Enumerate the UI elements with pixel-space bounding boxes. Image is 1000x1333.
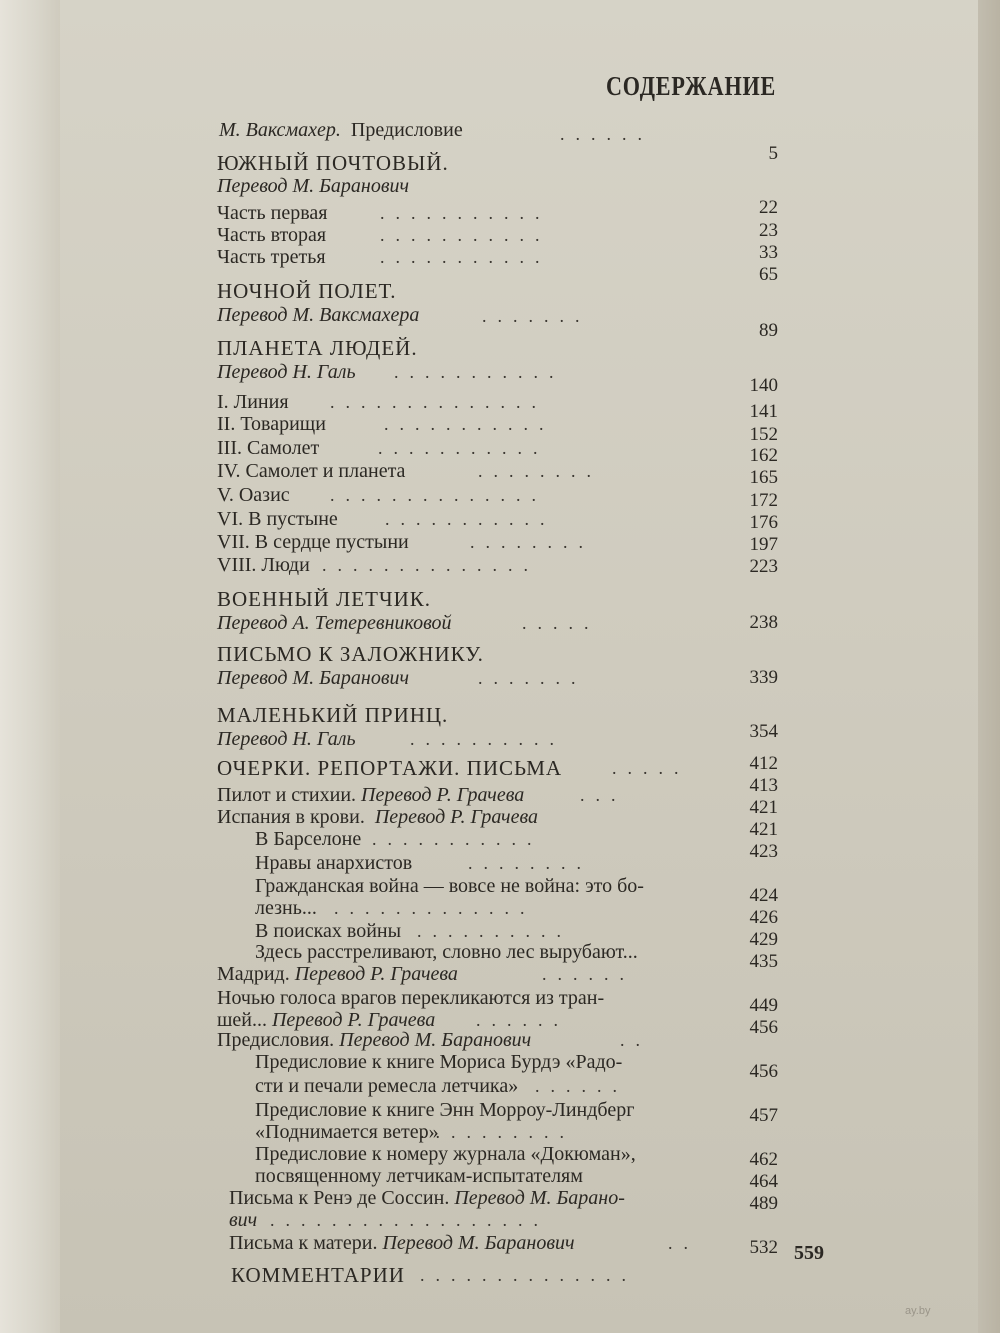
toc-entry: VII. В сердце пустыни: [217, 531, 409, 553]
page-number: 429: [749, 929, 778, 950]
page-number: 141: [749, 401, 778, 422]
leader-dots: ........: [478, 461, 602, 481]
leader-dots: ...........: [380, 225, 551, 245]
page-number: 456: [749, 1017, 778, 1038]
page-number: 426: [749, 907, 778, 928]
toc-entry: Предисловия. Перевод М. Баранович: [217, 1029, 532, 1051]
toc-entry: Перевод М. Баранович: [217, 175, 410, 197]
toc-entry: Пилот и стихии. Перевод Р. Грачева: [217, 784, 525, 806]
page-number: 172: [749, 490, 778, 511]
toc-entry: Нравы анархистов: [255, 852, 413, 874]
leader-dots: ..............: [420, 1265, 637, 1285]
leader-dots: ...........: [380, 203, 551, 223]
toc-entry: Часть первая: [217, 202, 328, 224]
leader-dots: ..: [668, 1233, 699, 1253]
leader-dots: .......: [478, 668, 587, 688]
leader-dots: ......: [535, 1076, 628, 1096]
leader-dots: ...........: [380, 247, 551, 267]
page-number: 5: [768, 143, 778, 164]
toc-entry: посвященному летчикам-испытателям: [255, 1165, 583, 1187]
toc-entry: Часть вторая: [217, 224, 327, 246]
leader-dots: .............: [334, 898, 536, 918]
page-number: 489: [749, 1193, 778, 1214]
toc-entry: Предисловие к книге Мориса Бурдэ «Радо-: [255, 1051, 623, 1073]
toc-entry: Перевод М. Баранович: [217, 667, 410, 689]
toc-entry: шей... Перевод Р. Грачева: [217, 1009, 436, 1031]
leader-dots: ......: [542, 964, 635, 984]
page-number: 89: [759, 320, 778, 341]
toc-entry: Перевод М. Ваксмахера: [217, 304, 420, 326]
leader-dots: ........: [468, 853, 592, 873]
leader-dots: ..........: [417, 921, 572, 941]
toc-entry: ВОЕННЫЙ ЛЕТЧИК.: [217, 587, 432, 611]
page-number: 33: [759, 242, 778, 263]
page-number: 421: [749, 797, 778, 818]
toc-entry: IV. Самолет и планета: [217, 460, 406, 482]
toc-entry: КОММЕНТАРИИ: [231, 1263, 405, 1287]
leader-dots: ..............: [322, 555, 539, 575]
page-number: 23: [759, 220, 778, 241]
leader-dots: ..........: [420, 1122, 575, 1142]
toc-entry: НОЧНОЙ ПОЛЕТ.: [217, 279, 397, 303]
toc-entry: II. Товарищи: [217, 413, 326, 435]
toc-entry: ПИСЬМО К ЗАЛОЖНИКУ.: [217, 642, 484, 666]
leader-dots: ...........: [384, 414, 555, 434]
page-number: 176: [749, 512, 778, 533]
toc-entry: Письма к матери. Перевод М. Баранович: [229, 1232, 575, 1254]
page-number: 140: [749, 375, 778, 396]
page-number: 65: [759, 264, 778, 285]
page-number: 165: [749, 467, 778, 488]
toc-entry: Предисловие к книге Энн Морроу-Линдберг: [255, 1099, 635, 1121]
page-number: 354: [749, 721, 778, 742]
leader-dots: .......: [482, 306, 591, 326]
page-number: 223: [749, 556, 778, 577]
leader-dots: ..: [620, 1030, 651, 1050]
leader-dots: ......: [476, 1010, 569, 1030]
page-number: 457: [749, 1105, 778, 1126]
toc-entry: Перевод А. Тетеревниковой: [217, 612, 452, 634]
page-number: 423: [749, 841, 778, 862]
leader-dots: ...: [580, 785, 627, 805]
page-edge: [978, 0, 1000, 1333]
leader-dots: ........: [470, 532, 594, 552]
page-number: 197: [749, 534, 778, 555]
page-number: 456: [749, 1061, 778, 1082]
toc-entry: В Барселоне: [255, 828, 362, 850]
toc-entry: ЮЖНЫЙ ПОЧТОВЫЙ.: [217, 151, 449, 175]
folio-page-number: 559: [794, 1242, 824, 1264]
page-number: 421: [749, 819, 778, 840]
page-number: 339: [749, 667, 778, 688]
page-title: СОДЕРЖАНИЕ: [606, 71, 777, 101]
watermark: ay.by: [905, 1305, 931, 1317]
toc-entry: вич: [229, 1209, 258, 1231]
toc-entry: V. Оазис: [217, 484, 290, 506]
leader-dots: ..............: [330, 485, 547, 505]
leader-dots: .....: [612, 758, 690, 778]
toc-entry: Письма к Ренэ де Соссин. Перевод М. Барано-: [229, 1187, 625, 1209]
leader-dots: ...........: [372, 829, 543, 849]
leader-dots: ...........: [394, 362, 565, 382]
page-number: 532: [749, 1237, 778, 1258]
leader-dots: ......: [560, 124, 653, 144]
toc-entry: Испания в крови. Перевод Р. Грачева: [217, 806, 539, 828]
page-number: 449: [749, 995, 778, 1016]
toc-entry: В поисках войны: [255, 920, 402, 942]
toc-entry: VI. В пустыне: [217, 508, 338, 530]
toc-entry: ПЛАНЕТА ЛЮДЕЙ.: [217, 336, 418, 360]
page-number: 413: [749, 775, 778, 796]
toc-entry: сти и печали ремесла летчика»: [255, 1075, 519, 1097]
toc-entry: III. Самолет: [217, 437, 320, 459]
toc-entry: VIII. Люди: [217, 554, 310, 576]
toc-entry: Здесь расстреливают, словно лес вырубают...: [255, 941, 638, 963]
page-number: 238: [749, 612, 778, 633]
page-number: 424: [749, 885, 778, 906]
leader-dots: ..................: [270, 1210, 549, 1230]
page-number: 162: [749, 445, 778, 466]
leader-dots: ...........: [378, 438, 549, 458]
toc-entry: М. Ваксмахер. Предисловие: [219, 119, 463, 141]
toc-entry: I. Линия: [217, 391, 289, 413]
toc-entry: Перевод Н. Галь: [217, 361, 356, 383]
page-number: 462: [749, 1149, 778, 1170]
toc-entry: МАЛЕНЬКИЙ ПРИНЦ.: [217, 703, 449, 727]
leader-dots: ..........: [410, 729, 565, 749]
leader-dots: ..............: [330, 392, 547, 412]
toc-entry: лезнь...: [255, 897, 317, 919]
page-number: 435: [749, 951, 778, 972]
page-number: 152: [749, 424, 778, 445]
toc-entry: Предисловие к номеру журнала «Докюман»,: [255, 1143, 636, 1165]
toc-entry: Гражданская война — вовсе не война: это бо-: [255, 875, 644, 897]
page-number: 412: [749, 753, 778, 774]
toc-entry: Мадрид. Перевод Р. Грачева: [217, 963, 458, 985]
page-number: 22: [759, 197, 778, 218]
toc-entry: Ночью голоса врагов перекликаются из тран-: [217, 987, 605, 1009]
toc-entry: ОЧЕРКИ. РЕПОРТАЖИ. ПИСЬМА: [217, 756, 563, 780]
page-number: 464: [749, 1171, 778, 1192]
toc-entry: «Поднимается ветер»: [255, 1121, 439, 1143]
toc-entry: Часть третья: [217, 246, 326, 268]
leader-dots: .....: [522, 613, 600, 633]
toc-entry: Перевод Н. Галь: [217, 728, 356, 750]
leader-dots: ...........: [385, 509, 556, 529]
page-gutter: [0, 0, 60, 1333]
